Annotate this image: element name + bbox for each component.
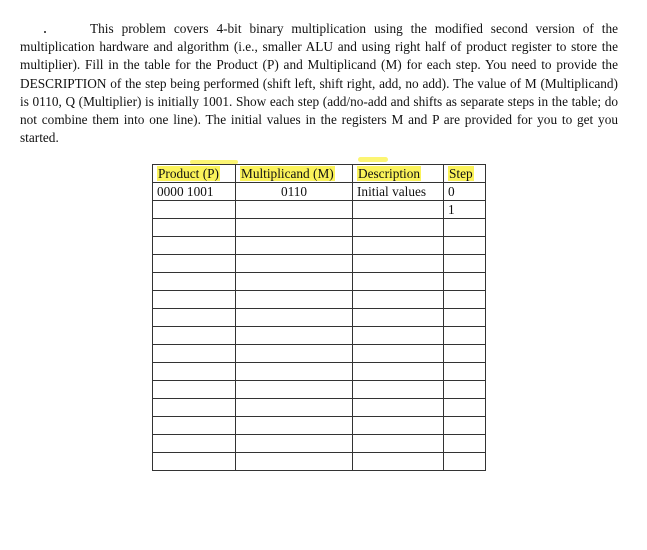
cell-description	[353, 345, 444, 363]
header-multiplicand: Multiplicand (M)	[236, 165, 353, 183]
table-row	[153, 381, 486, 399]
table-header-row	[153, 165, 486, 183]
cell-step	[444, 417, 486, 435]
cell-multiplicand	[236, 435, 353, 453]
cell-step	[444, 273, 486, 291]
cell-multiplicand	[236, 453, 353, 471]
cell-multiplicand	[236, 273, 353, 291]
cell-product	[153, 255, 236, 273]
table-row	[153, 453, 486, 471]
cell-description	[353, 399, 444, 417]
cell-step	[444, 381, 486, 399]
cell-description	[353, 435, 444, 453]
header-description: Description	[353, 165, 444, 183]
cell-description	[353, 255, 444, 273]
cell-step	[444, 345, 486, 363]
table-row	[153, 309, 486, 327]
table-row	[153, 417, 486, 435]
cell-product	[153, 309, 236, 327]
cell-multiplicand	[236, 291, 353, 309]
cell-product	[153, 363, 236, 381]
table-row	[153, 327, 486, 345]
cell-description	[353, 453, 444, 471]
table-row	[153, 291, 486, 309]
cell-multiplicand: 0110	[236, 183, 353, 201]
cell-product: 0000 1001	[153, 183, 236, 201]
cell-multiplicand	[236, 363, 353, 381]
cell-product	[153, 219, 236, 237]
cell-step	[444, 435, 486, 453]
table-row	[153, 363, 486, 381]
cell-description	[353, 309, 444, 327]
cell-multiplicand	[236, 201, 353, 219]
cell-description	[353, 273, 444, 291]
cell-product	[153, 417, 236, 435]
cell-step	[444, 309, 486, 327]
cell-description	[353, 237, 444, 255]
highlight-stroke-right	[358, 157, 388, 162]
table-row	[153, 183, 486, 201]
table-row	[153, 201, 486, 219]
cell-product	[153, 273, 236, 291]
cell-product	[153, 381, 236, 399]
table-row	[153, 435, 486, 453]
cell-step	[444, 255, 486, 273]
cell-description	[353, 201, 444, 219]
table-row	[153, 237, 486, 255]
cell-description	[353, 291, 444, 309]
table-row	[153, 273, 486, 291]
cell-description: Initial values	[353, 183, 444, 201]
header-step: Step	[444, 165, 486, 183]
cell-description	[353, 363, 444, 381]
problem-statement: This problem covers 4-bit binary multiplication using the modified second version of the multiplication hardware and algorithm (i.e., smaller ALU and using right half of product register to store the multiplier). Fill in the table for the Product (P) and Multiplicand (M) for each step. You need to provide the DESCRIPTION of the step being performed (shift left, shift right, add, no add). The value of M (Multiplicand) is 0110, Q (Multiplier) is initially 1001. Show each step (add/no-add and shifts as separate steps in the table; do not combine them into one line). The initial values in the registers M and P are provided for you to get you started.	[20, 21, 618, 146]
multiplication-table	[152, 164, 486, 471]
cell-multiplicand	[236, 399, 353, 417]
cell-step	[444, 453, 486, 471]
cell-multiplicand	[236, 219, 353, 237]
cell-step	[444, 327, 486, 345]
table-row	[153, 255, 486, 273]
cell-step	[444, 363, 486, 381]
cell-step	[444, 237, 486, 255]
cell-description	[353, 417, 444, 435]
cell-product	[153, 237, 236, 255]
cell-description	[353, 219, 444, 237]
cell-multiplicand	[236, 237, 353, 255]
cell-product	[153, 327, 236, 345]
table-row	[153, 219, 486, 237]
cell-product	[153, 291, 236, 309]
cell-step: 0	[444, 183, 486, 201]
cell-step	[444, 291, 486, 309]
cell-multiplicand	[236, 255, 353, 273]
cell-product	[153, 453, 236, 471]
cell-multiplicand	[236, 417, 353, 435]
table-row	[153, 399, 486, 417]
table-row	[153, 345, 486, 363]
cell-multiplicand	[236, 309, 353, 327]
cell-product	[153, 345, 236, 363]
cell-product	[153, 201, 236, 219]
cell-product	[153, 435, 236, 453]
cell-step: 1	[444, 201, 486, 219]
cell-description	[353, 327, 444, 345]
cell-multiplicand	[236, 327, 353, 345]
cell-multiplicand	[236, 345, 353, 363]
cell-description	[353, 381, 444, 399]
cell-step	[444, 399, 486, 417]
cell-product	[153, 399, 236, 417]
table-body	[153, 183, 486, 471]
cell-step	[444, 219, 486, 237]
cell-multiplicand	[236, 381, 353, 399]
header-product: Product (P)	[153, 165, 236, 183]
